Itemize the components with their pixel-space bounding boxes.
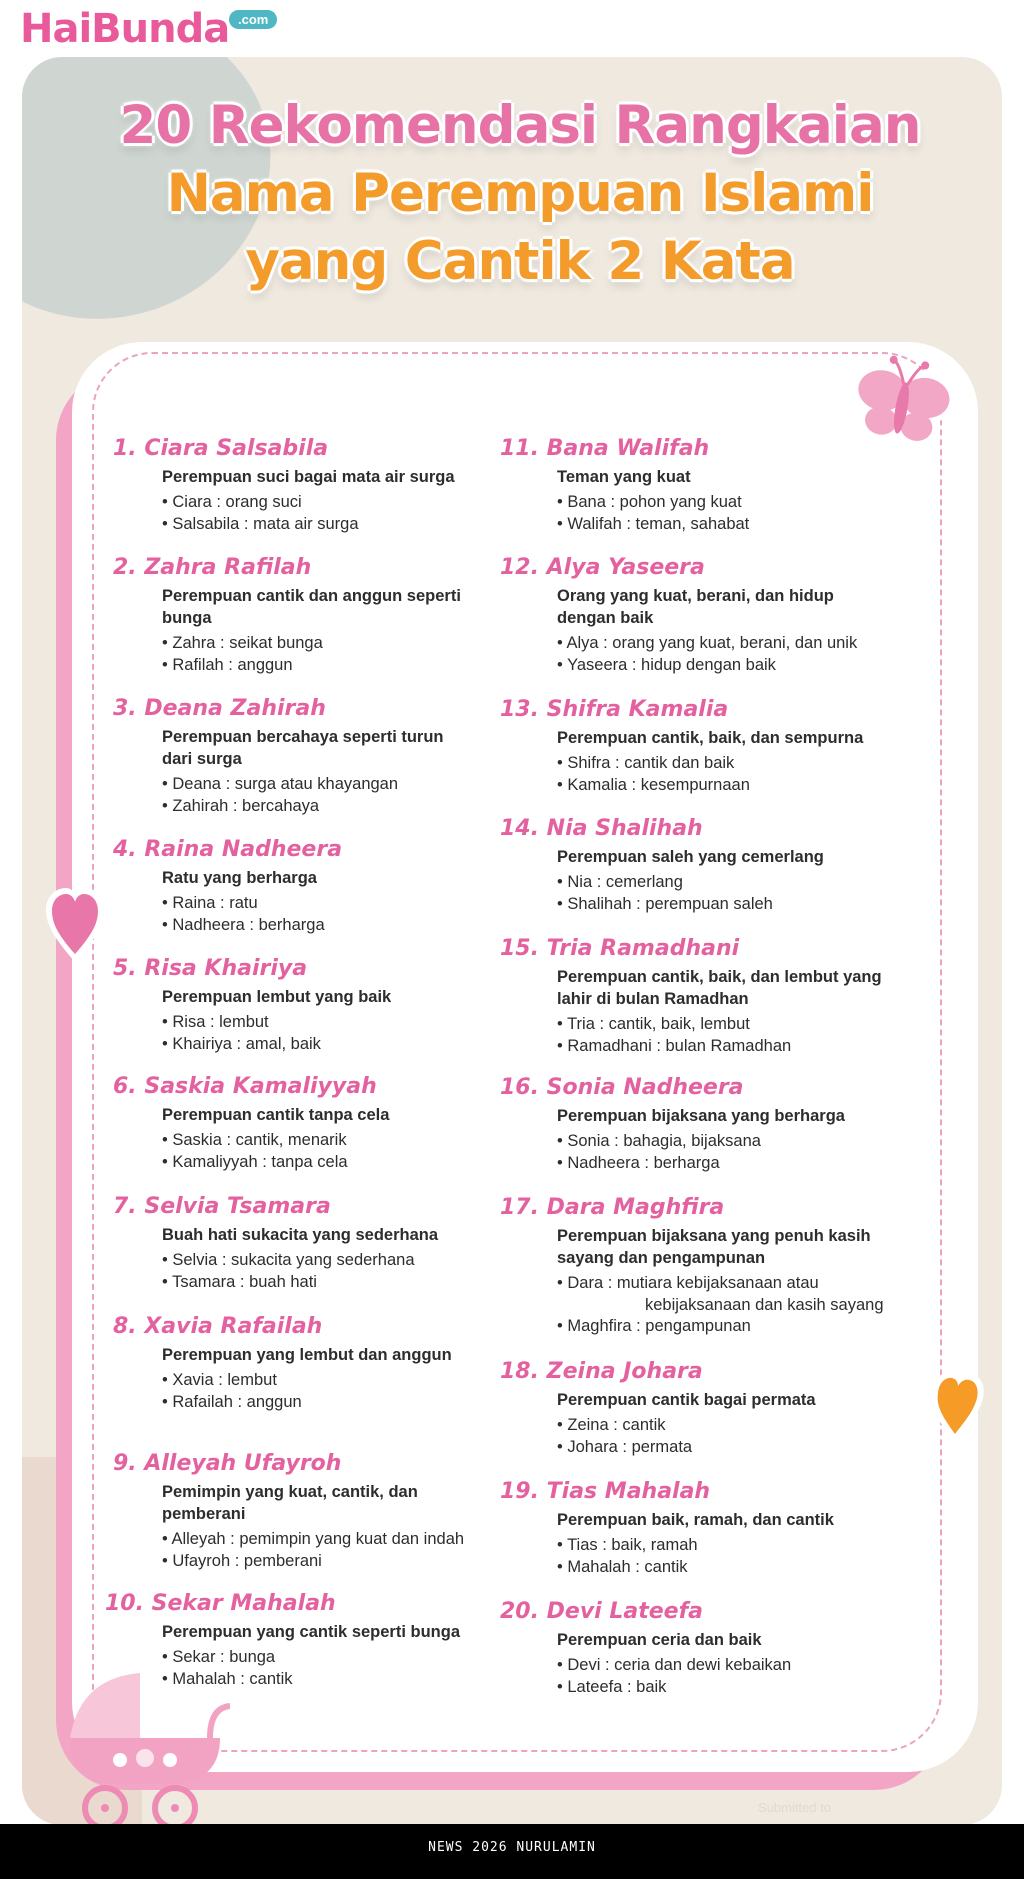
name-entry	[113, 1312, 515, 1413]
name-meaning: Perempuan cantik dan anggun seperti bunga	[162, 587, 461, 627]
name-title	[500, 695, 930, 725]
name-part: • Shalihah : perempuan saleh	[557, 894, 773, 913]
name-number: 10.	[105, 1591, 144, 1616]
name-title	[500, 553, 930, 583]
name-parts	[557, 633, 930, 676]
haibunda-logo[interactable]: HaiBunda	[20, 6, 230, 52]
name-part: • Nia : cemerlang	[557, 873, 683, 891]
name-text: Alleyah Ufayroh	[144, 1451, 342, 1476]
name-number: 4.	[113, 837, 137, 862]
name-part: • Tias : baik, ramah	[557, 1536, 698, 1554]
stroller-icon	[60, 1668, 230, 1833]
name-part: • Alya : orang yang kuat, berani, dan unik	[557, 634, 858, 652]
name-meaning: Buah hati sukacita yang sederhana	[162, 1226, 439, 1244]
title-line-1: 20 Rekomendasi Rangkaian	[119, 95, 921, 156]
name-meaning: Perempuan bercahaya seperti turun dari surga	[162, 728, 444, 768]
name-title	[113, 954, 515, 984]
name-text: Ciara Salsabila	[144, 436, 329, 461]
name-parts	[162, 893, 515, 936]
name-parts	[162, 1250, 515, 1293]
name-part: • Khairiya : amal, baik	[162, 1034, 321, 1053]
name-meaning: Perempuan cantik, baik, dan lembut yang lahir di bulan Ramadhan	[557, 968, 882, 1008]
name-number: 5.	[113, 956, 137, 981]
name-parts	[162, 774, 515, 817]
name-part: • Zahirah : bercahaya	[162, 796, 320, 815]
name-entry	[113, 1072, 515, 1173]
name-number: 8.	[113, 1314, 137, 1339]
name-part: • Sonia : bahagia, bijaksana	[557, 1132, 761, 1150]
name-meaning: Perempuan bijaksana yang berharga	[557, 1107, 845, 1125]
name-part: • Rafailah : anggun	[162, 1392, 302, 1411]
name-parts	[557, 1655, 930, 1698]
name-part: • Zahra : seikat bunga	[162, 634, 323, 652]
name-number: 3.	[113, 696, 137, 721]
name-part: • Selvia : sukacita yang sederhana	[162, 1251, 415, 1269]
name-parts	[557, 1415, 930, 1458]
name-parts	[162, 1012, 515, 1055]
name-meaning: Perempuan suci bagai mata air surga	[162, 468, 455, 486]
name-text: Tias Mahalah	[546, 1479, 711, 1504]
name-part: • Kamalia : kesempurnaan	[557, 775, 750, 794]
name-part: • Sekar : bunga	[162, 1648, 276, 1666]
name-part: • Shifra : cantik dan baik	[557, 754, 735, 772]
name-text: Sonia Nadheera	[546, 1075, 744, 1100]
name-text: Xavia Rafailah	[144, 1314, 323, 1339]
name-part: • Nadheera : berharga	[557, 1153, 720, 1172]
name-part: • Yaseera : hidup dengan baik	[557, 655, 776, 674]
name-entry	[113, 835, 515, 936]
name-part: • Tria : cantik, baik, lembut	[557, 1015, 750, 1033]
name-text: Zeina Johara	[546, 1359, 703, 1384]
name-parts	[162, 1130, 515, 1173]
name-entry	[500, 1357, 930, 1458]
name-title	[113, 1072, 515, 1102]
name-parts	[557, 1014, 930, 1057]
name-part: • Salsabila : mata air surga	[162, 514, 359, 533]
name-text: Raina Nadheera	[144, 837, 343, 862]
name-part: • Deana : surga atau khayangan	[162, 775, 399, 793]
name-number: 6.	[113, 1074, 137, 1099]
name-part: • Saskia : cantik, menarik	[162, 1131, 347, 1149]
name-title	[500, 814, 930, 844]
name-meaning: Perempuan bijaksana yang penuh kasih sayang dan pengampunan	[557, 1227, 871, 1267]
name-entry	[500, 553, 930, 676]
footer-text: NEWS 2026 NURULAMIN	[428, 1840, 596, 1855]
name-entry	[113, 1192, 515, 1293]
name-entry	[500, 1477, 930, 1578]
name-text: Tria Ramadhani	[546, 936, 740, 961]
name-meaning: Ratu yang berharga	[162, 869, 317, 887]
name-text: Risa Khairiya	[144, 956, 308, 981]
name-number: 1.	[113, 436, 137, 461]
name-entry	[500, 814, 930, 915]
name-part: • Johara : permata	[557, 1437, 693, 1456]
name-entry	[113, 434, 515, 535]
name-part: • Ciara : orang suci	[162, 493, 302, 511]
name-meaning: Orang yang kuat, berani, dan hidup dengan baik	[557, 587, 834, 627]
heart-icon	[44, 884, 106, 969]
butterfly-icon	[842, 350, 962, 465]
name-meaning: Perempuan yang cantik seperti bunga	[162, 1623, 460, 1641]
name-part: • Mahalah : cantik	[162, 1669, 293, 1688]
name-number: 15.	[500, 936, 539, 961]
name-number: 13.	[500, 697, 539, 722]
name-part: • Kamaliyyah : tanpa cela	[162, 1152, 348, 1171]
name-text: Alya Yaseera	[546, 555, 705, 580]
title-line-3: yang Cantik 2 Kata	[245, 231, 795, 292]
name-title	[500, 1477, 930, 1507]
page-title	[60, 92, 980, 296]
name-number: 9.	[113, 1451, 137, 1476]
name-part: • Alleyah : pemimpin yang kuat dan indah	[162, 1530, 465, 1548]
name-text: Dara Maghfira	[546, 1195, 725, 1220]
name-title	[113, 694, 515, 724]
name-title	[500, 1357, 930, 1387]
name-title	[500, 1073, 930, 1103]
name-parts	[162, 633, 515, 676]
name-number: 16.	[500, 1075, 539, 1100]
name-entry	[113, 694, 515, 817]
name-meaning: Perempuan cantik bagai permata	[557, 1391, 816, 1409]
name-part: • Devi : ceria dan dewi kebaikan	[557, 1656, 792, 1674]
name-meaning: Teman yang kuat	[557, 468, 691, 486]
name-entry	[113, 1449, 515, 1572]
name-text: Devi Lateefa	[546, 1599, 704, 1624]
title-line-2: Nama Perempuan Islami	[166, 163, 874, 224]
name-title	[113, 1449, 515, 1479]
name-number: 19.	[500, 1479, 539, 1504]
name-number: 18.	[500, 1359, 539, 1384]
name-parts	[557, 492, 930, 535]
name-number: 2.	[113, 555, 137, 580]
name-text: Nia Shalihah	[546, 816, 703, 841]
name-parts	[557, 1535, 930, 1578]
name-text: Shifra Kamalia	[546, 697, 729, 722]
name-part: kebijaksanaan dan kasih sayang	[645, 1295, 884, 1314]
name-parts	[557, 753, 930, 796]
name-meaning: Pemimpin yang kuat, cantik, dan pemberani	[162, 1483, 418, 1523]
name-meaning: Perempuan cantik tanpa cela	[162, 1106, 390, 1124]
name-part: • Lateefa : baik	[557, 1677, 667, 1696]
name-number: 7.	[113, 1194, 137, 1219]
watermark-text: Submitted to	[758, 1800, 831, 1815]
name-part: • Ufayroh : pemberani	[162, 1551, 322, 1570]
name-meaning: Perempuan cantik, baik, dan sempurna	[557, 729, 864, 747]
name-meaning: Perempuan lembut yang baik	[162, 988, 392, 1006]
name-part: • Dara : mutiara kebijaksanaan atau	[557, 1274, 819, 1292]
name-text: Bana Walifah	[546, 436, 710, 461]
name-part: • Rafilah : anggun	[162, 655, 293, 674]
name-number: 12.	[500, 555, 539, 580]
name-entry	[113, 954, 515, 1055]
name-text: Selvia Tsamara	[144, 1194, 331, 1219]
logo-com-badge: .com	[229, 10, 277, 29]
name-title	[105, 1589, 515, 1619]
name-part: • Nadheera : berharga	[162, 915, 325, 934]
name-text: Deana Zahirah	[144, 696, 326, 721]
name-meaning: Perempuan ceria dan baik	[557, 1631, 762, 1649]
name-part: • Mahalah : cantik	[557, 1557, 688, 1576]
name-title	[500, 934, 930, 964]
name-entry	[500, 695, 930, 796]
name-text: Saskia Kamaliyyah	[144, 1074, 377, 1099]
name-text: Sekar Mahalah	[151, 1591, 336, 1616]
name-title	[113, 1312, 515, 1342]
name-meaning: Perempuan yang lembut dan anggun	[162, 1346, 452, 1364]
name-part: • Tsamara : buah hati	[162, 1272, 317, 1291]
name-part: • Raina : ratu	[162, 894, 258, 912]
name-number: 17.	[500, 1195, 539, 1220]
name-title	[500, 1597, 930, 1627]
name-parts	[557, 872, 930, 915]
name-title	[113, 434, 515, 464]
name-parts	[162, 1370, 515, 1413]
name-number: 11.	[500, 436, 539, 461]
name-title	[500, 1193, 930, 1223]
name-entry	[500, 1597, 930, 1698]
name-entry	[113, 553, 515, 676]
name-text: Zahra Rafilah	[144, 555, 312, 580]
name-meaning: Perempuan baik, ramah, dan cantik	[557, 1511, 834, 1529]
name-title	[113, 553, 515, 583]
name-part: • Maghfira : pengampunan	[557, 1317, 751, 1335]
name-number: 14.	[500, 816, 539, 841]
name-parts	[162, 492, 515, 535]
name-parts	[162, 1529, 515, 1572]
name-parts	[557, 1273, 930, 1338]
name-entry	[500, 934, 930, 1057]
name-parts	[557, 1131, 930, 1174]
name-part: • Bana : pohon yang kuat	[557, 493, 742, 511]
name-part: • Xavia : lembut	[162, 1371, 277, 1389]
name-number: 20.	[500, 1599, 539, 1624]
name-title	[113, 1192, 515, 1222]
name-part: • Walifah : teman, sahabat	[557, 514, 750, 533]
heart-icon	[928, 1364, 988, 1449]
name-part: • Ramadhani : bulan Ramadhan	[557, 1036, 792, 1055]
name-meaning: Perempuan saleh yang cemerlang	[557, 848, 824, 866]
name-part: • Zeina : cantik	[557, 1416, 666, 1434]
name-part: • Risa : lembut	[162, 1013, 269, 1031]
name-entry	[500, 1073, 930, 1174]
name-title	[113, 835, 515, 865]
name-entry	[500, 1193, 930, 1338]
